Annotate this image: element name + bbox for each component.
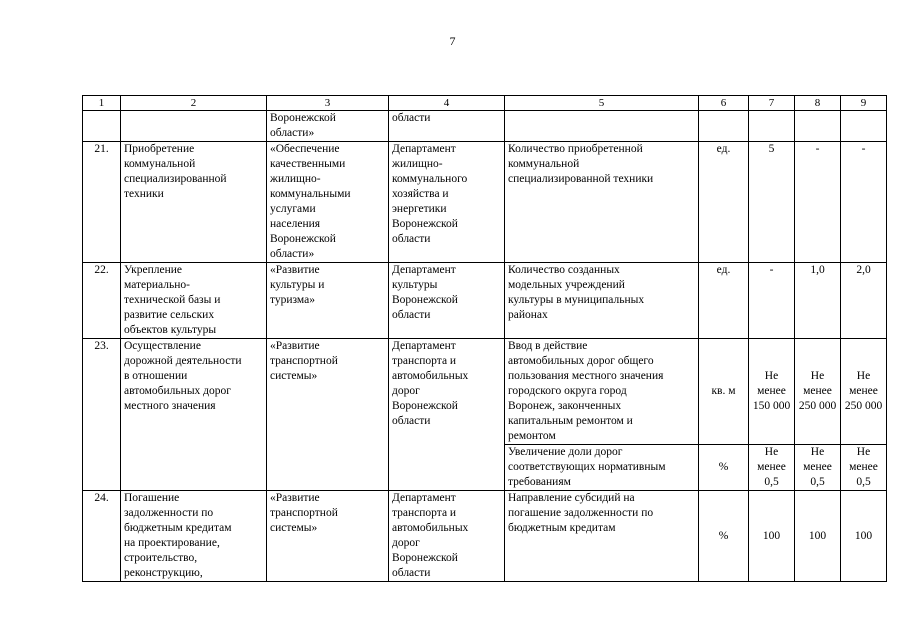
cell-value: 100 (749, 491, 795, 582)
cell-unit (699, 111, 749, 142)
cell-number (83, 111, 121, 142)
cell-indicator (505, 111, 699, 142)
header-cell: 6 (699, 96, 749, 111)
cell-indicator: Ввод в действие автомобильных дорог общего пользования местного значения городского округа город Воронеж, законченных капитальным ремонтом и ремонтом (505, 339, 699, 445)
cell-value (795, 111, 841, 142)
cell-value: - (795, 142, 841, 263)
cell-name: Приобретение коммунальной специализированной техники (121, 142, 267, 263)
cell-unit: кв. м (699, 339, 749, 445)
cell-program: «Развитие культуры и туризма» (267, 263, 389, 339)
cell-indicator: Количество приобретенной коммунальной специализированной техники (505, 142, 699, 263)
header-cell: 9 (841, 96, 887, 111)
cell-name: Осуществление дорожной деятельности в отношении автомобильных дорог местного значения (121, 339, 267, 491)
cell-program: «Обеспечение качественными жилищно- коммунальными услугами населения Воронежской области» (267, 142, 389, 263)
cell-indicator: Направление субсидий на погашение задолженности по бюджетным кредитам (505, 491, 699, 582)
cell-value: 100 (795, 491, 841, 582)
table-row (83, 263, 887, 339)
cell-value: 5 (749, 142, 795, 263)
cell-executor: Департамент транспорта и автомобильных дорог Воронежской области (389, 339, 505, 491)
table-row (83, 142, 887, 263)
cell-indicator: Увеличение доли дорог соответствующих нормативным требованиям (505, 445, 699, 491)
cell-value: Не менее 0,5 (749, 445, 795, 491)
cell-executor: Департамент жилищно- коммунального хозяйства и энергетики Воронежской области (389, 142, 505, 263)
cell-executor: Департамент культуры Воронежской области (389, 263, 505, 339)
header-cell: 2 (121, 96, 267, 111)
cell-value: Не менее 0,5 (841, 445, 887, 491)
cell-indicator: Количество созданных модельных учреждений культуры в муниципальных районах (505, 263, 699, 339)
table-row-continuation (83, 111, 887, 142)
header-cell: 3 (267, 96, 389, 111)
cell-value: Не менее 250 000 (841, 339, 887, 445)
table-header-row (83, 96, 887, 111)
cell-name: Укрепление материально- технической базы и развитие сельских объектов культуры (121, 263, 267, 339)
cell-value: Не менее 250 000 (795, 339, 841, 445)
cell-unit: % (699, 491, 749, 582)
header-cell: 8 (795, 96, 841, 111)
table-row (83, 339, 887, 445)
cell-number: 21. (83, 142, 121, 263)
cell-value: 1,0 (795, 263, 841, 339)
cell-name: Погашение задолженности по бюджетным кредитам на проектирование, строительство, реконструкцию, (121, 491, 267, 582)
cell-value (841, 111, 887, 142)
cell-program: Воронежской области» (267, 111, 389, 142)
table-row (83, 491, 887, 582)
cell-number: 24. (83, 491, 121, 582)
cell-unit: % (699, 445, 749, 491)
cell-value: - (749, 263, 795, 339)
cell-value: Не менее 0,5 (795, 445, 841, 491)
cell-value: 2,0 (841, 263, 887, 339)
cell-program: «Развитие транспортной системы» (267, 491, 389, 582)
header-cell: 4 (389, 96, 505, 111)
cell-value: 100 (841, 491, 887, 582)
header-cell: 5 (505, 96, 699, 111)
indicators-table (82, 95, 887, 582)
cell-executor: области (389, 111, 505, 142)
page-number: 7 (449, 34, 456, 48)
cell-value: Не менее 150 000 (749, 339, 795, 445)
cell-program: «Развитие транспортной системы» (267, 339, 389, 491)
header-cell: 1 (83, 96, 121, 111)
cell-unit: ед. (699, 142, 749, 263)
cell-value: - (841, 142, 887, 263)
cell-value (749, 111, 795, 142)
cell-unit: ед. (699, 263, 749, 339)
cell-name (121, 111, 267, 142)
cell-number: 23. (83, 339, 121, 491)
cell-number: 22. (83, 263, 121, 339)
header-cell: 7 (749, 96, 795, 111)
cell-executor: Департамент транспорта и автомобильных дорог Воронежской области (389, 491, 505, 582)
